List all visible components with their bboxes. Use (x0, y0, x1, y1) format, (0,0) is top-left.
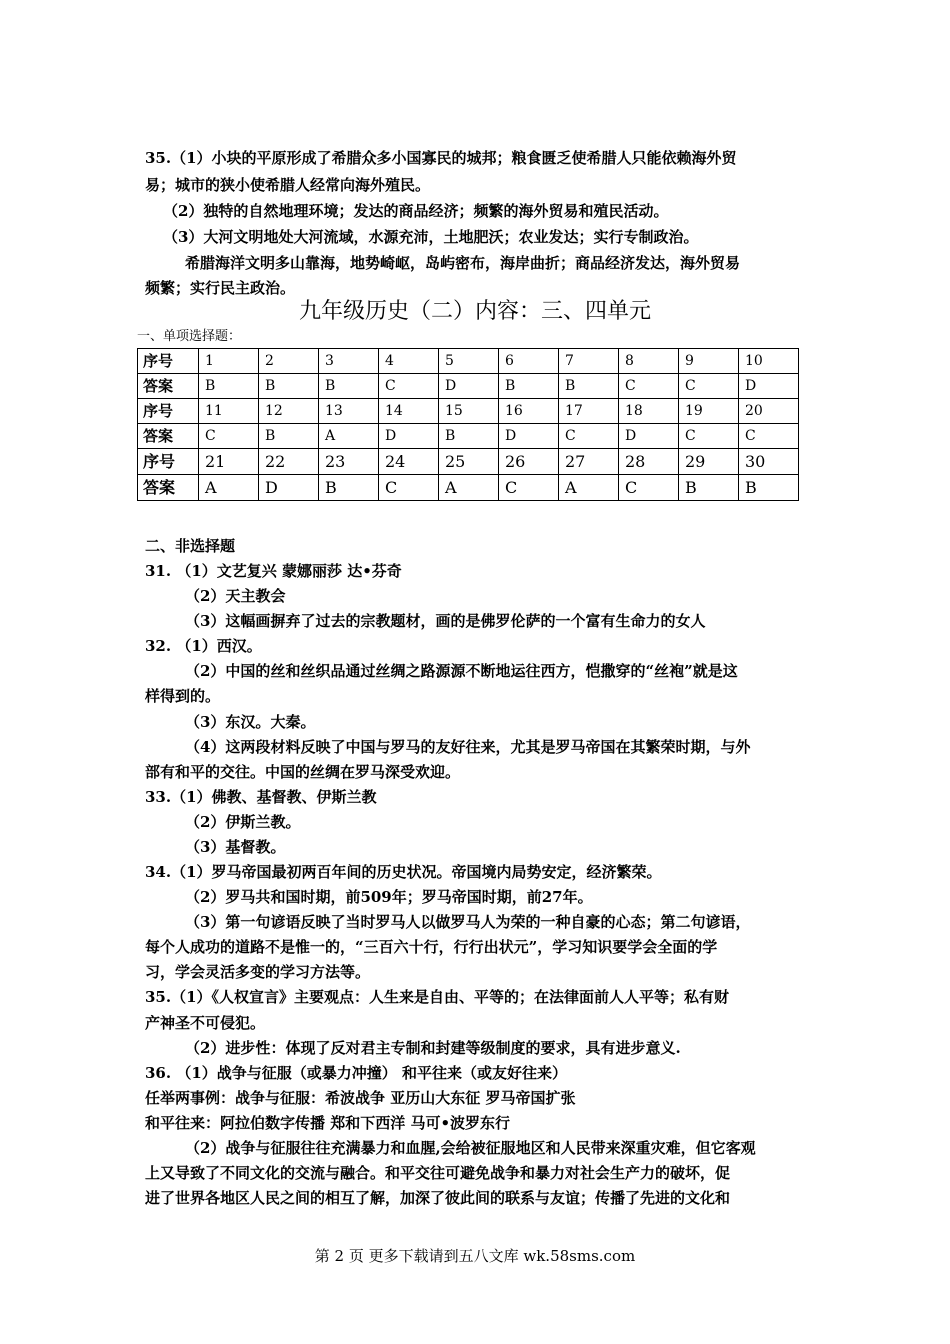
answer-text-line: 每个人成功的道路不是惟一的，“三百六十行，行行出状元”，学习知识要学会全面的学 (145, 938, 718, 956)
page-title: 九年级历史（二）内容：三、四单元 (298, 299, 651, 324)
answer-table-row (138, 449, 799, 475)
table-cell: D (499, 424, 559, 449)
table-cell: B (259, 424, 319, 449)
table-cell: C (379, 374, 439, 399)
table-cell: 30 (739, 449, 799, 475)
table-cell: B (199, 374, 259, 399)
table-cell: D (259, 475, 319, 501)
answer-text-line: 频繁；实行民主政治。 (145, 279, 296, 297)
table-cell: 21 (199, 449, 259, 475)
table-cell: C (499, 475, 559, 501)
section-heading-multiple-choice: 一、单项选择题： (137, 329, 242, 344)
table-cell: C (199, 424, 259, 449)
answer-text-line: 35.（1）《人权宣言》主要观点：人生来是自由、平等的；在法律面前人人平等；私有财 (145, 988, 730, 1006)
answer-text-line: 35.（1）小块的平原形成了希腊众多小国寡民的城邦；粮食匮乏使希腊人只能依赖海外贸 (145, 149, 737, 167)
table-cell: D (439, 374, 499, 399)
table-cell: B (559, 374, 619, 399)
answer-text-line: （3）东汉。大秦。 (185, 713, 316, 731)
table-cell: 28 (619, 449, 679, 475)
answer-text-line: 36. （1）战争与征服（或暴力冲撞） 和平往来（或友好往来） (145, 1064, 567, 1082)
page-footer: 第 2 页 更多下载请到五八文库 wk.58sms.com (314, 1247, 636, 1265)
answer-text-line: 二、非选择题 (145, 537, 236, 555)
table-cell: 19 (679, 399, 739, 424)
answer-text-line: 33.（1）佛教、基督教、伊斯兰教 (145, 788, 377, 806)
table-cell: A (559, 475, 619, 501)
answer-table-row (138, 349, 799, 374)
answer-text-line: 上又导致了不同文化的交流与融合。和平交往可避免战争和暴力对社会生产力的破坏，促 (145, 1164, 731, 1182)
answer-text-line: （2）独特的自然地理环境；发达的商品经济；频繁的海外贸易和殖民活动。 (163, 202, 669, 220)
table-cell: A (199, 475, 259, 501)
table-cell: B (679, 475, 739, 501)
table-cell: 14 (379, 399, 439, 424)
answer-text-line: 习，学会灵活多变的学习方法等。 (145, 963, 371, 981)
answer-text-line: （2）伊斯兰教。 (185, 813, 301, 831)
answer-text-line: （2）中国的丝和丝织品通过丝绸之路源源不断地运往西方，恺撒穿的“丝袍”就是这 (185, 662, 738, 680)
answer-text-line: （2）天主教会 (185, 587, 286, 605)
table-cell: C (559, 424, 619, 449)
answer-text-line: （3）基督教。 (185, 838, 286, 856)
table-cell: A (439, 475, 499, 501)
row-label: 序号 (138, 349, 199, 374)
table-cell: C (379, 475, 439, 501)
table-cell: B (319, 475, 379, 501)
table-cell: 7 (559, 349, 619, 374)
answer-text-line: 34.（1）罗马帝国最初两百年间的历史状况。帝国境内局势安定，经济繁荣。 (145, 863, 662, 881)
table-cell: 20 (739, 399, 799, 424)
table-cell: D (379, 424, 439, 449)
row-label: 答案 (138, 475, 199, 501)
row-label: 序号 (138, 449, 199, 475)
table-cell: 15 (439, 399, 499, 424)
table-cell: B (439, 424, 499, 449)
table-cell: D (739, 374, 799, 399)
table-cell: 12 (259, 399, 319, 424)
table-cell: 2 (259, 349, 319, 374)
answer-text-line: （3）这幅画摒弃了过去的宗教题材，画的是佛罗伦萨的一个富有生命力的女人 (185, 612, 706, 630)
answer-text-line: （2）罗马共和国时期，前509年；罗马帝国时期，前27年。 (185, 888, 593, 906)
table-cell: 1 (199, 349, 259, 374)
table-cell: 17 (559, 399, 619, 424)
answer-text-line: （2）战争与征服往往充满暴力和血腥,会给被征服地区和人民带来深重灾难，但它客观 (185, 1139, 756, 1157)
table-cell: 8 (619, 349, 679, 374)
table-cell: D (619, 424, 679, 449)
table-cell: 9 (679, 349, 739, 374)
table-cell: 22 (259, 449, 319, 475)
row-label: 序号 (138, 399, 199, 424)
table-cell: C (619, 475, 679, 501)
table-cell: 26 (499, 449, 559, 475)
answer-text-line: 易；城市的狭小使希腊人经常向海外殖民。 (145, 176, 431, 194)
answer-table (137, 348, 799, 501)
table-cell: B (739, 475, 799, 501)
table-cell: 6 (499, 349, 559, 374)
answer-table-row (138, 374, 799, 399)
table-cell: 4 (379, 349, 439, 374)
table-cell: 29 (679, 449, 739, 475)
table-cell: 18 (619, 399, 679, 424)
table-cell: 5 (439, 349, 499, 374)
table-cell: B (319, 374, 379, 399)
answer-text-line: （4）这两段材料反映了中国与罗马的友好往来，尤其是罗马帝国在其繁荣时期，与外 (185, 738, 751, 756)
answer-table-row (138, 475, 799, 501)
answer-text-line: 任举两事例：战争与征服：希波战争 亚历山大东征 罗马帝国扩张 (145, 1089, 576, 1107)
table-cell: C (679, 374, 739, 399)
answer-text-line: 进了世界各地区人民之间的相互了解，加深了彼此间的联系与友谊；传播了先进的文化和 (145, 1189, 731, 1207)
table-cell: 16 (499, 399, 559, 424)
answer-text-line: 希腊海洋文明多山靠海，地势崎岖，岛屿密布，海岸曲折；商品经济发达，海外贸易 (185, 254, 741, 272)
table-cell: 25 (439, 449, 499, 475)
table-cell: C (739, 424, 799, 449)
answer-text-line: （3）大河文明地处大河流域，水源充沛，土地肥沃；农业发达；实行专制政治。 (163, 228, 699, 246)
answer-text-line: 31. （1）文艺复兴 蒙娜丽莎 达•芬奇 (145, 562, 402, 580)
answer-table-row (138, 399, 799, 424)
table-cell: 10 (739, 349, 799, 374)
table-cell: 3 (319, 349, 379, 374)
answer-text-line: （3）第一句谚语反映了当时罗马人以做罗马人为荣的一种自豪的心态；第二句谚语， (185, 913, 751, 931)
answer-text-line: 部有和平的交往。中国的丝绸在罗马深受欢迎。 (145, 763, 461, 781)
answer-text-line: 和平往来：阿拉伯数字传播 郑和下西洋 马可•波罗东行 (145, 1114, 511, 1132)
answer-text-line: （2）进步性：体现了反对君主专制和封建等级制度的要求，具有进步意义. (185, 1039, 681, 1057)
table-cell: 11 (199, 399, 259, 424)
table-cell: 24 (379, 449, 439, 475)
answer-table-row (138, 424, 799, 449)
table-cell: 13 (319, 399, 379, 424)
table-cell: B (259, 374, 319, 399)
answer-text-line: 产神圣不可侵犯。 (145, 1014, 266, 1032)
row-label: 答案 (138, 424, 199, 449)
table-cell: C (619, 374, 679, 399)
table-cell: 27 (559, 449, 619, 475)
answer-text-line: 32. （1）西汉。 (145, 637, 262, 655)
table-cell: 23 (319, 449, 379, 475)
table-cell: C (679, 424, 739, 449)
row-label: 答案 (138, 374, 199, 399)
table-cell: B (499, 374, 559, 399)
table-cell: A (319, 424, 379, 449)
answer-text-line: 样得到的。 (145, 687, 221, 705)
